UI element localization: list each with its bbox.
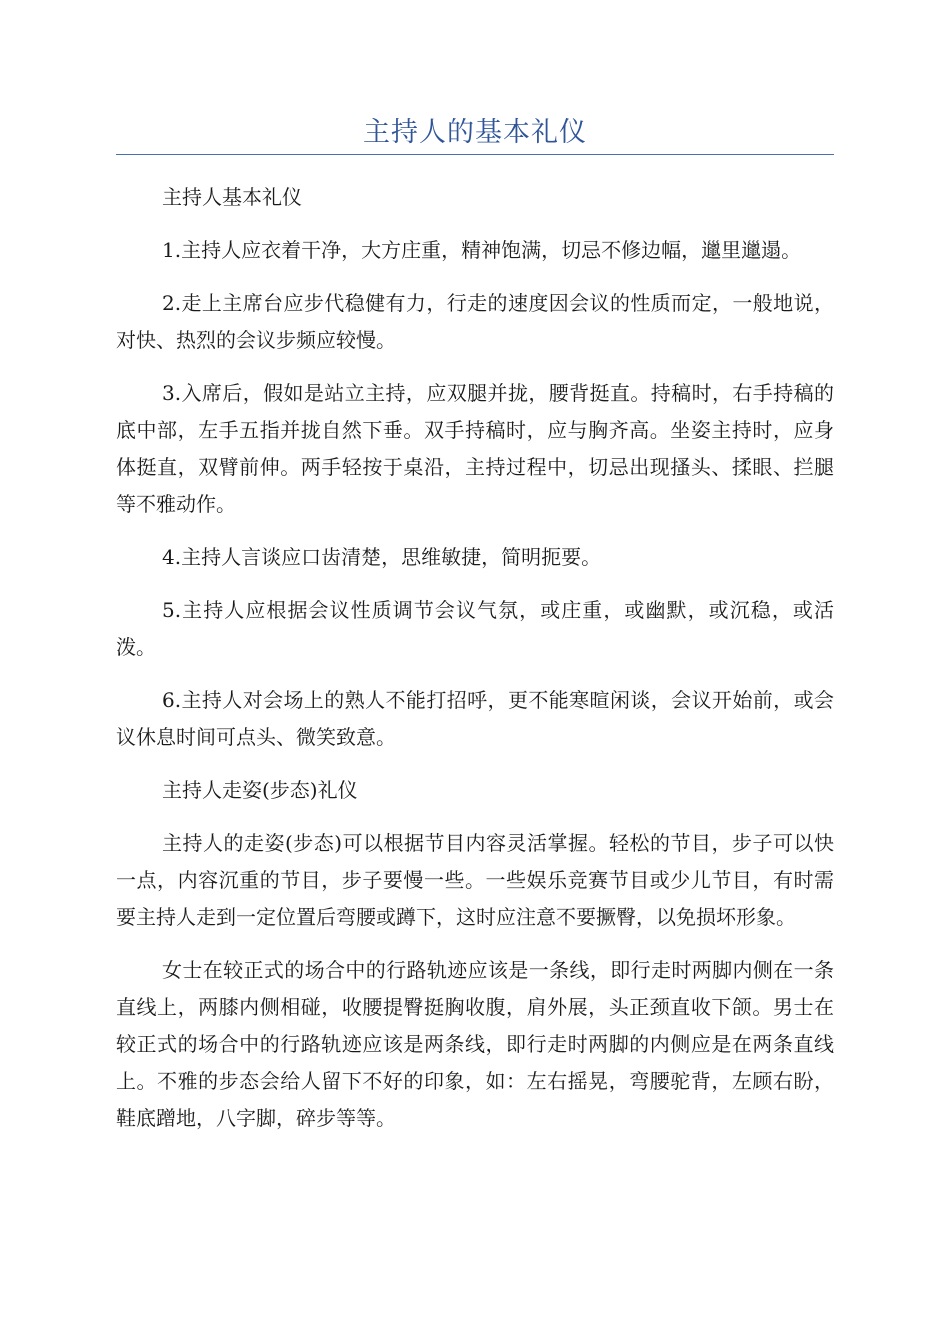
title-underline bbox=[116, 154, 834, 155]
paragraph-item-2: 2.走上主席台应步代稳健有力，行走的速度因会议的性质而定，一般地说，对快、热烈的会议步频应较慢。 bbox=[116, 291, 834, 352]
paragraph-item-6: 6.主持人对会场上的熟人不能打招呼，更不能寒暄闲谈，会议开始前，或会议休息时间可点头、微笑致意。 bbox=[116, 688, 834, 749]
paragraph-walking-1: 主持人的走姿(步态)可以根据节目内容灵活掌握。轻松的节目，步子可以快一点，内容沉重的节目，步子要慢一些。一些娱乐竞赛节目或少儿节目，有时需要主持人走到一定位置后弯腰或蹲下，这时应注意不要撅臀，以免损坏形象。 bbox=[116, 831, 834, 929]
paragraph-item-4: 4.主持人言谈应口齿清楚，思维敏捷，简明扼要。 bbox=[162, 545, 602, 569]
section-heading-basic-etiquette: 主持人基本礼仪 bbox=[162, 185, 302, 209]
document-body bbox=[116, 179, 834, 1137]
paragraph-item-1: 1.主持人应衣着干净，大方庄重，精神饱满，切忌不修边幅，邋里邋遢。 bbox=[162, 238, 802, 262]
paragraph-walking-2: 女士在较正式的场合中的行路轨迹应该是一条线，即行走时两脚内侧在一条直线上，两膝内侧相碰，收腰提臀挺胸收腹，肩外展，头正颈直收下颌。男士在较正式的场合中的行路轨迹应该是两条线，即行走时两脚的内侧应是在两条直线上。不雅的步态会给人留下不好的印象，如：左右摇晃，弯腰驼背，左顾右盼，鞋底蹭地，八字脚，碎步等等。 bbox=[116, 958, 834, 1130]
paragraph-item-3: 3.入席后，假如是站立主持，应双腿并拢，腰背挺直。持稿时，右手持稿的底中部，左手五指并拢自然下垂。双手持稿时，应与胸齐高。坐姿主持时，应身体挺直，双臂前伸。两手轻按于桌沿，主持过程中，切忌出现搔头、揉眼、拦腿等不雅动作。 bbox=[116, 381, 834, 516]
paragraph-item-5: 5.主持人应根据会议性质调节会议气氛，或庄重，或幽默，或沉稳，或活泼。 bbox=[116, 598, 834, 659]
section-heading-walking-etiquette: 主持人走姿(步态)礼仪 bbox=[162, 778, 358, 802]
document-title: 主持人的基本礼仪 bbox=[363, 117, 587, 148]
document-page bbox=[116, 0, 834, 1153]
